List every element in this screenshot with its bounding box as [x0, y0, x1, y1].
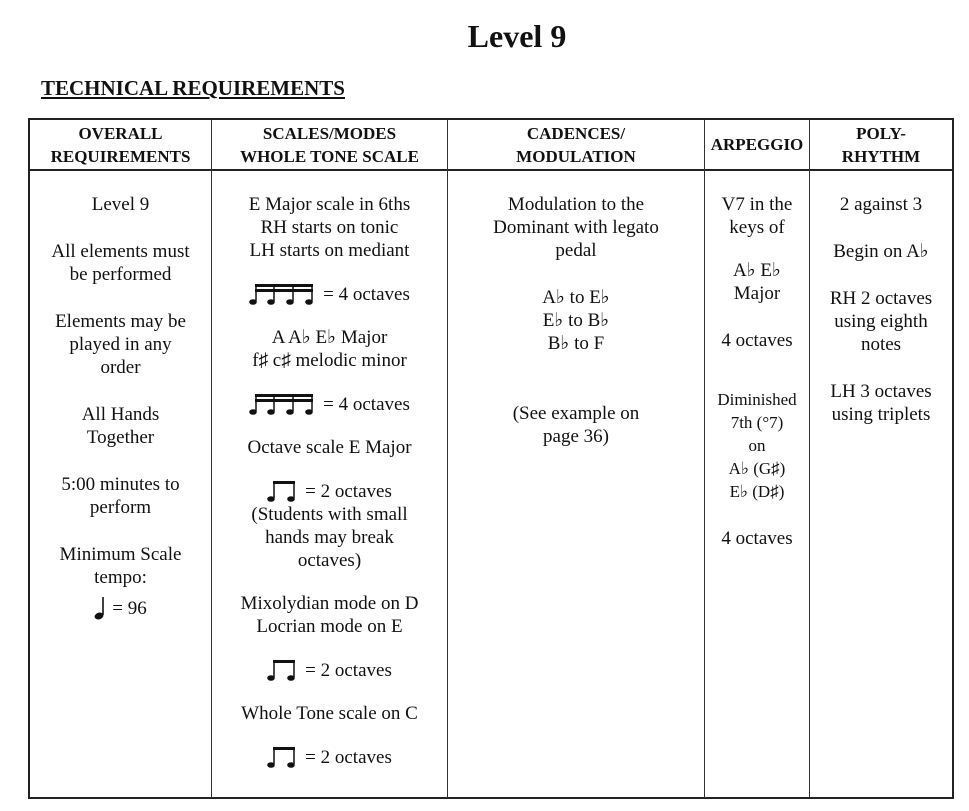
cell-line: octaves) [297, 550, 362, 571]
rhythm-label: = 4 octaves [323, 283, 410, 305]
cell-line: 2 against 3 [839, 194, 923, 215]
cell-line: be performed [69, 264, 172, 285]
column-overall-requirements [30, 120, 211, 797]
rhythm-label: = 2 octaves [305, 659, 392, 681]
cell-line: Whole Tone scale on C [241, 703, 418, 724]
column-body [705, 171, 809, 550]
cell-line: Begin on A♭ [833, 241, 929, 262]
cell-line: A♭ E♭ [732, 260, 781, 281]
cell-line: using triplets [831, 404, 931, 425]
tempo-value: = 96 [112, 597, 147, 619]
eighth-rhythm-row [212, 479, 447, 503]
section-heading: TECHNICAL REQUIREMENTS [41, 76, 345, 100]
cell-line: Mixolydian mode on D [240, 593, 419, 614]
cell-line: E♭ to B♭ [542, 310, 610, 331]
requirements-table [28, 118, 954, 799]
cell-line: Dominant with legato [493, 217, 659, 238]
column-body [212, 171, 447, 769]
column-body [30, 171, 211, 621]
column-body [448, 171, 704, 448]
column-polyrhythm [809, 120, 952, 797]
column-scales-modes [211, 120, 447, 797]
sixteenth-rhythm-row [212, 392, 447, 416]
quarter-note-icon [94, 595, 106, 621]
cell-line: RH 2 octaves [829, 288, 933, 309]
cell-line: 7th (°7) [730, 413, 784, 432]
column-header: CADENCES/ MODULATION [448, 120, 704, 171]
cell-line: 4 octaves [721, 330, 793, 351]
cell-line: Octave scale E Major [247, 437, 412, 458]
cell-line: (Students with small [251, 504, 408, 525]
cell-line: tempo: [94, 567, 147, 588]
eighth-rhythm-row [212, 745, 447, 769]
cell-line: hands may break [265, 527, 394, 548]
rhythm-label: = 2 octaves [305, 746, 392, 768]
cell-line: Modulation to the [507, 194, 645, 215]
column-arpeggio [704, 120, 809, 797]
cell-line: pedal [555, 240, 597, 261]
cell-line: Diminished [717, 390, 797, 409]
sixteenth-rhythm-row [212, 282, 447, 306]
cell-line: All elements must [51, 241, 190, 262]
cell-line: notes [860, 334, 902, 355]
rhythm-label: = 2 octaves [305, 480, 392, 502]
cell-line: V7 in the [721, 194, 793, 215]
eighth-rhythm-row [212, 658, 447, 682]
column-cadences-modulation [447, 120, 704, 797]
cell-line: (See example on [512, 403, 640, 424]
cell-line: 5:00 minutes to [61, 474, 180, 495]
cell-line: f♯ c♯ melodic minor [252, 350, 407, 371]
column-body [810, 171, 952, 426]
four-beamed-sixteenth-notes-icon [249, 282, 317, 306]
column-header: OVERALL REQUIREMENTS [30, 120, 211, 171]
column-header: ARPEGGIO [705, 120, 809, 171]
page-title: Level 9 [467, 18, 567, 54]
two-beamed-eighth-notes-icon [267, 479, 299, 503]
column-header: SCALES/MODES WHOLE TONE SCALE [212, 120, 447, 171]
cell-line: A♭ (G♯) [728, 459, 786, 478]
four-beamed-sixteenth-notes-icon [249, 392, 317, 416]
cell-line: LH 3 octaves [830, 381, 932, 402]
cell-line: LH starts on mediant [249, 240, 410, 261]
cell-line: Level 9 [91, 194, 150, 215]
cell-line: B♭ to F [547, 333, 605, 354]
cell-line: 4 octaves [721, 528, 793, 549]
two-beamed-eighth-notes-icon [267, 658, 299, 682]
cell-line: Locrian mode on E [256, 616, 403, 637]
cell-line: on [748, 436, 766, 455]
cell-line: A♭ to E♭ [542, 287, 610, 308]
tempo-marking [30, 595, 211, 621]
cell-line: using eighth [834, 311, 928, 332]
two-beamed-eighth-notes-icon [267, 745, 299, 769]
column-header: POLY- RHYTHM [810, 120, 952, 171]
cell-line: Elements may be [55, 311, 186, 332]
cell-line: Major [733, 283, 781, 304]
cell-line: Together [86, 427, 155, 448]
cell-line: All Hands [81, 404, 160, 425]
cell-line: order [100, 357, 141, 378]
cell-line: RH starts on tonic [260, 217, 399, 238]
cell-line: Minimum Scale [59, 544, 182, 565]
cell-line: perform [89, 497, 152, 518]
cell-line: played in any [69, 334, 172, 355]
cell-line: A A♭ E♭ Major [271, 327, 388, 348]
cell-line: keys of [729, 217, 785, 238]
cell-line: page 36) [543, 426, 609, 447]
cell-line: E Major scale in 6ths [248, 194, 411, 215]
rhythm-label: = 4 octaves [323, 393, 410, 415]
cell-line: E♭ (D♯) [729, 482, 785, 501]
